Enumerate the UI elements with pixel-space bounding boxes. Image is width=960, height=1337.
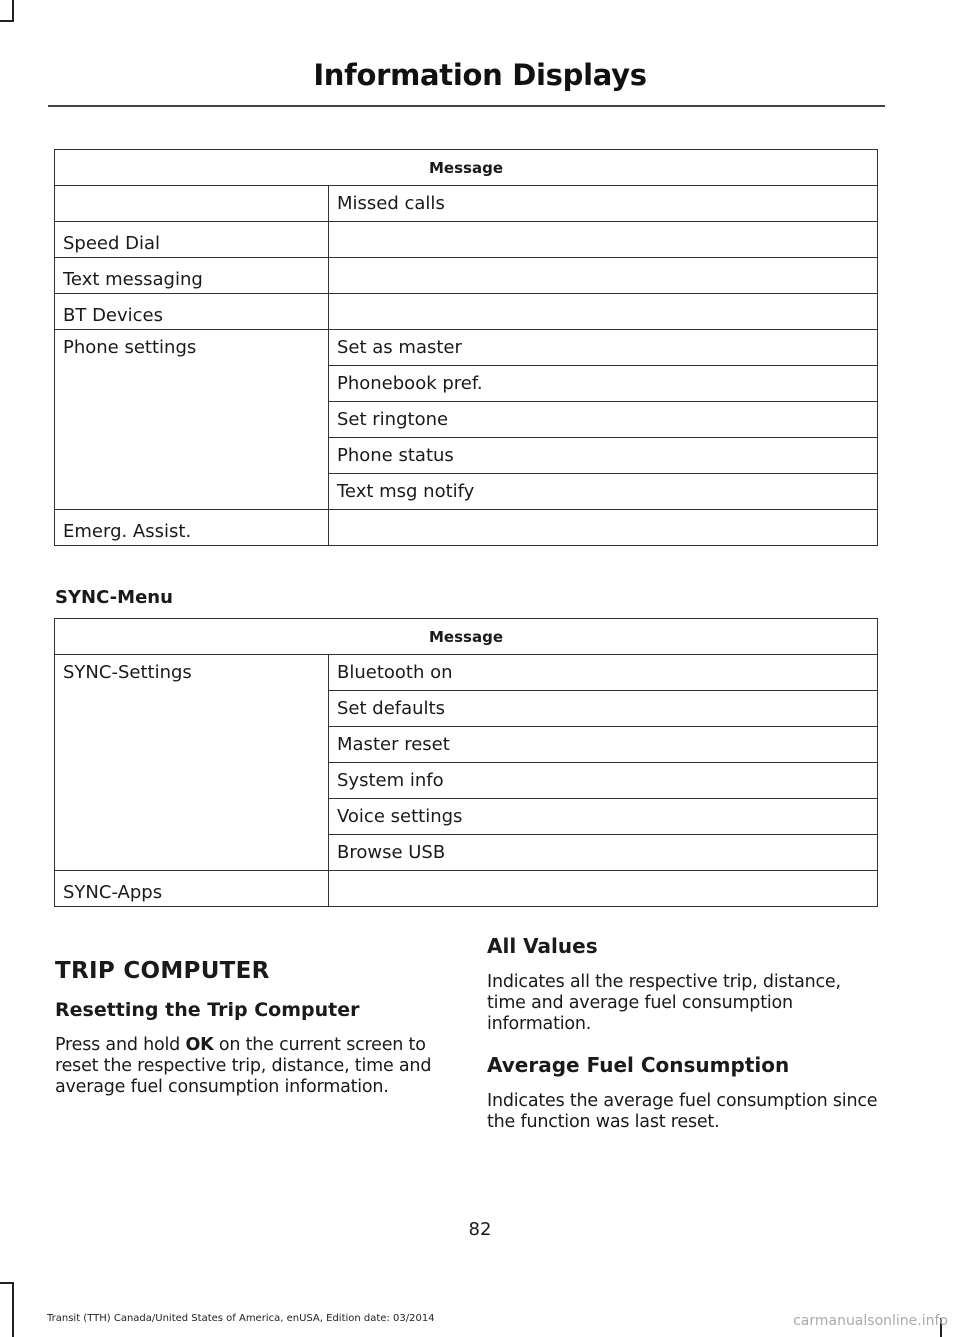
sync-menu-table [54,618,878,907]
submenu-item-cell [329,510,878,546]
subheading-all-values: All Values [487,934,598,958]
subheading-average-fuel: Average Fuel Consumption [487,1053,790,1077]
crop-mark [12,0,14,22]
page-title: Information Displays [313,58,647,92]
submenu-item-cell: Set ringtone [329,402,878,438]
submenu-item-cell: Phone status [329,438,878,474]
submenu-item-cell: Voice settings [329,799,878,835]
submenu-item-cell: Phonebook pref. [329,366,878,402]
submenu-item-cell [329,871,878,907]
table-row [55,186,878,222]
crop-mark [12,1282,14,1337]
subheading-resetting: Resetting the Trip Computer [55,999,360,1021]
table-row [55,222,878,258]
section-heading-trip-computer: TRIP COMPUTER [55,958,270,984]
submenu-item-cell: Set as master [329,330,878,366]
menu-item-cell: Phone settings [55,330,329,510]
left-column [55,958,447,1112]
submenu-item-cell: Bluetooth on [329,655,878,691]
crop-mark [0,20,14,22]
phone-menu-table [54,149,878,546]
page-number: 82 [468,1219,492,1240]
table-row [55,294,878,330]
menu-item-cell: Emerg. Assist. [55,510,329,546]
table-row [55,871,878,907]
menu-item-cell: Text messaging [55,258,329,294]
submenu-item-cell: Set defaults [329,691,878,727]
crop-mark [0,1282,14,1284]
menu-item-cell: Speed Dial [55,222,329,258]
submenu-item-cell: Missed calls [329,186,878,222]
table-header: Message [55,150,878,186]
header-divider [48,105,885,107]
section-label-sync-menu: SYNC-Menu [55,587,173,608]
table-header: Message [55,619,878,655]
table-row [55,510,878,546]
ok-button-label: OK [185,1035,214,1055]
submenu-item-cell: Master reset [329,727,878,763]
menu-item-cell [55,186,329,222]
submenu-item-cell: Text msg notify [329,474,878,510]
average-fuel-paragraph: Indicates the average fuel consumption since the function was last reset. [487,1091,878,1132]
submenu-item-cell: Browse USB [329,835,878,871]
submenu-item-cell [329,222,878,258]
footer-edition: Transit (TTH) Canada/United States of America, enUSA, Edition date: 03/2014 [47,1313,435,1324]
submenu-item-cell: System info [329,763,878,799]
table-row [55,655,878,691]
menu-item-cell: BT Devices [55,294,329,330]
table-row [55,258,878,294]
all-values-paragraph: Indicates all the respective trip, distance, time and average fuel consumption information. [487,972,841,1034]
watermark: carmanualsonline.info [793,1313,948,1329]
menu-item-cell: SYNC-Settings [55,655,329,871]
right-column [487,934,879,1147]
menu-item-cell: SYNC-Apps [55,871,329,907]
reset-paragraph: Press and hold OK on the current screen to reset the respective trip, distance, time and average fuel consumption information. [55,1035,432,1097]
submenu-item-cell [329,258,878,294]
submenu-item-cell [329,294,878,330]
table-row [55,330,878,366]
